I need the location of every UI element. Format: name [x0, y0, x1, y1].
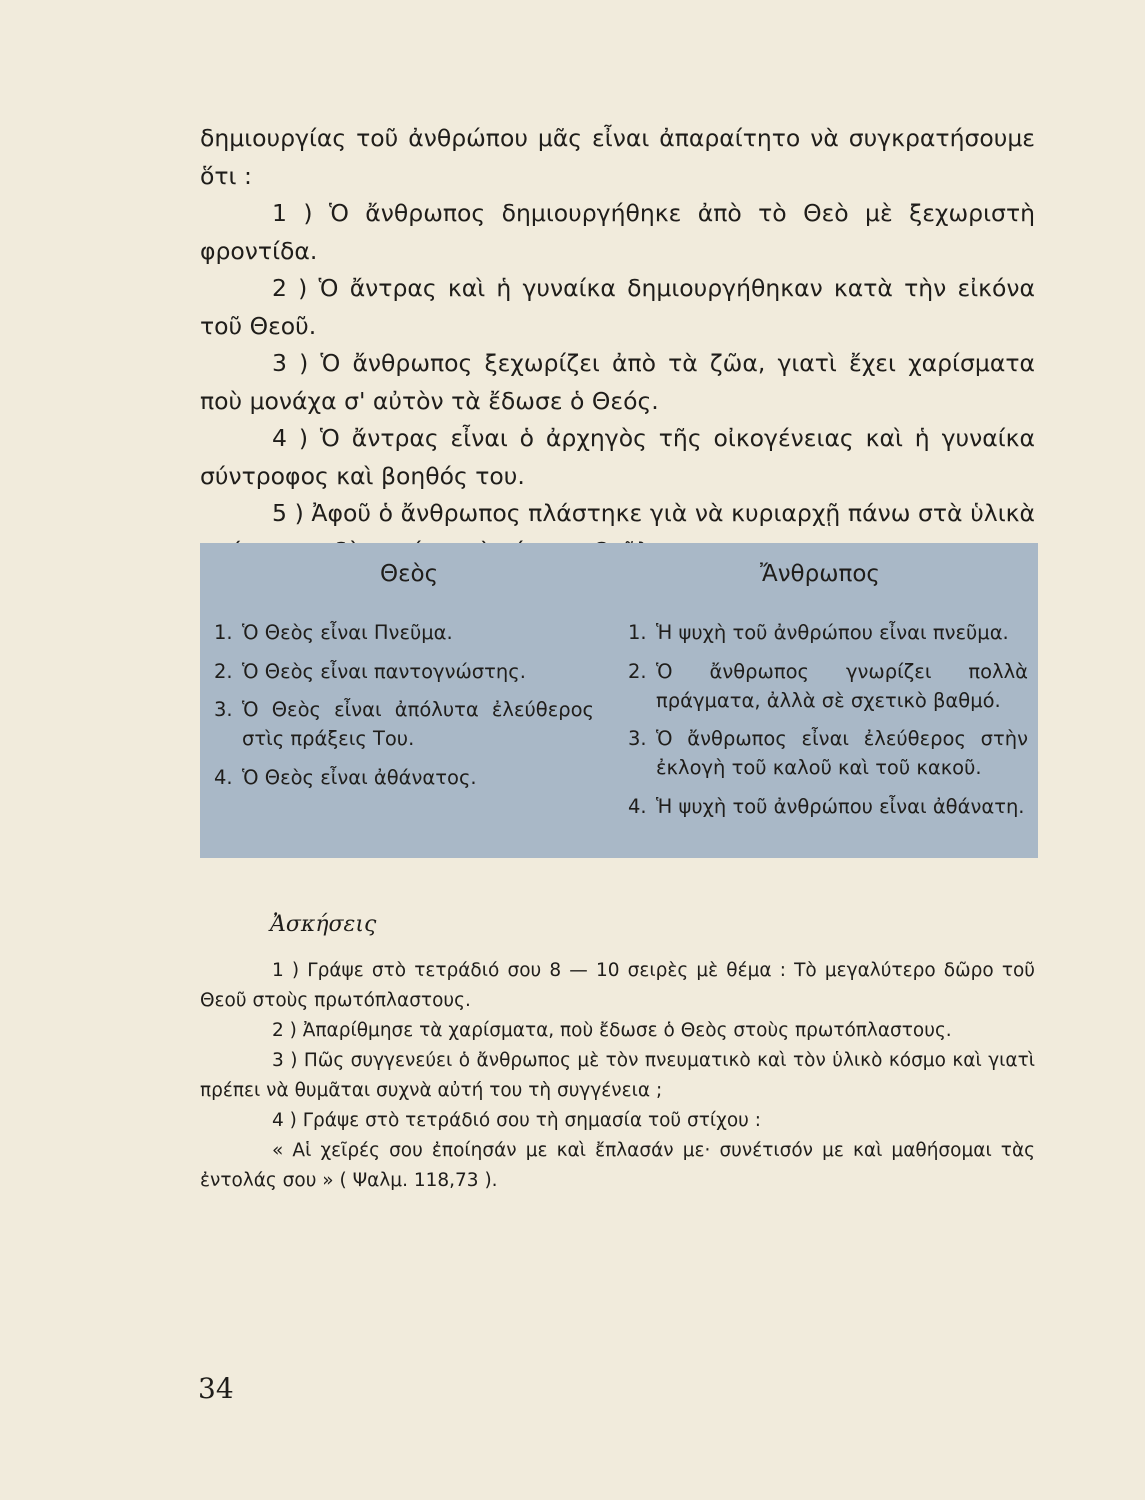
- exercise-2: 2 ) Ἀπαρίθμησε τὰ χαρίσματα, ποὺ ἔδωσε ὁ Θεὸς στοὺς πρωτόπλαστους.: [272, 1020, 952, 1041]
- man-item: 3. Ὁ ἄνθρωπος εἶναι ἐλεύθερος στὴν ἐκλογὴ τοῦ καλοῦ καὶ τοῦ κακοῦ.: [628, 727, 1028, 779]
- point-4: 4 ) Ὁ ἄντρας εἶναι ὁ ἀρχηγὸς τῆς οἰκογένειας καὶ ἡ γυναίκα σύντροφος καὶ βοηθός του.: [200, 424, 1035, 490]
- exercises-list: [200, 956, 1035, 1196]
- man-column: [628, 618, 1028, 830]
- god-item: 1. Ὁ Θεὸς εἶναι Πνεῦμα.: [214, 621, 453, 644]
- exercises-title: Ἀσκήσεις: [270, 912, 377, 937]
- comparison-box: [200, 543, 1038, 858]
- man-item: 1. Ἡ ψυχὴ τοῦ ἀνθρώπου εἶναι πνεῦμα.: [628, 621, 1009, 644]
- man-heading: Ἄνθρωπος: [760, 561, 880, 587]
- exercise-1: 1 ) Γράψε στὸ τετράδιό σου 8 — 10 σειρὲς μὲ θέμα : Τὸ μεγαλύτερο δῶρο τοῦ Θεοῦ στοὺς πρωτόπλαστους.: [200, 960, 1035, 1011]
- main-text: [200, 120, 1035, 570]
- god-column: [214, 618, 594, 801]
- intro-paragraph: δημιουργίας τοῦ ἀνθρώπου μᾶς εἶναι ἀπαραίτητο νὰ συγκρατήσουμε ὅτι :: [200, 124, 1035, 190]
- god-heading: Θεὸς: [380, 561, 439, 587]
- page-number: 34: [198, 1372, 234, 1405]
- point-2: 2 ) Ὁ ἄντρας καὶ ἡ γυναίκα δημιουργήθηκαν κατὰ τὴν εἰκόνα τοῦ Θεοῦ.: [200, 274, 1035, 340]
- god-item: 4. Ὁ Θεὸς εἶναι ἀθάνατος.: [214, 765, 477, 789]
- point-3: 3 ) Ὁ ἄνθρωπος ξεχωρίζει ἀπὸ τὰ ζῶα, γιατὶ ἔχει χαρίσματα ποὺ μονάχα σ' αὐτὸν τὰ ἔδωσε ὁ Θεός.: [200, 349, 1035, 415]
- man-item: 2. Ὁ ἄνθρωπος γνωρίζει πολλὰ πράγματα, ἀλλὰ σὲ σχετικὸ βαθμό.: [628, 659, 1028, 712]
- god-item: 3. Ὁ Θεὸς εἶναι ἀπόλυτα ἐλεύθερος στὶς πράξεις Του.: [214, 698, 594, 750]
- point-5: 5 ) Ἀφοῦ ὁ ἄνθρωπος πλάστηκε γιὰ νὰ κυριαρχῇ πάνω στὰ ὑλικὰ: [272, 499, 1035, 527]
- man-item: 4. Ἡ ψυχὴ τοῦ ἀνθρώπου εἶναι ἀθάνατη.: [628, 794, 1025, 818]
- exercise-4: 4 ) Γράψε στὸ τετράδιό σου τὴ σημασία τοῦ στίχου :: [272, 1110, 761, 1131]
- point-1: 1 ) Ὁ ἄνθρωπος δημιουργήθηκε ἀπὸ τὸ Θεὸ μὲ ξεχωριστὴ φροντίδα.: [200, 199, 1035, 265]
- god-item: 2. Ὁ Θεὸς εἶναι παντογνώστης.: [214, 659, 526, 683]
- exercise-3: 3 ) Πῶς συγγενεύει ὁ ἄνθρωπος μὲ τὸν πνευματικὸ καὶ τὸν ὑλικὸ κόσμο καὶ γιατὶ πρέπει νὰ θυμᾶται συχνὰ αὐτή του τὴ συγγένεια ;: [200, 1050, 1035, 1101]
- psalm-quote: « Αἱ χεῖρές σου ἐποίησάν με καὶ ἔπλασάν με· συνέτισόν με καὶ μαθήσομαι τὰς ἐντολάς σου » ( Ψαλμ. 118,73 ).: [200, 1140, 1035, 1191]
